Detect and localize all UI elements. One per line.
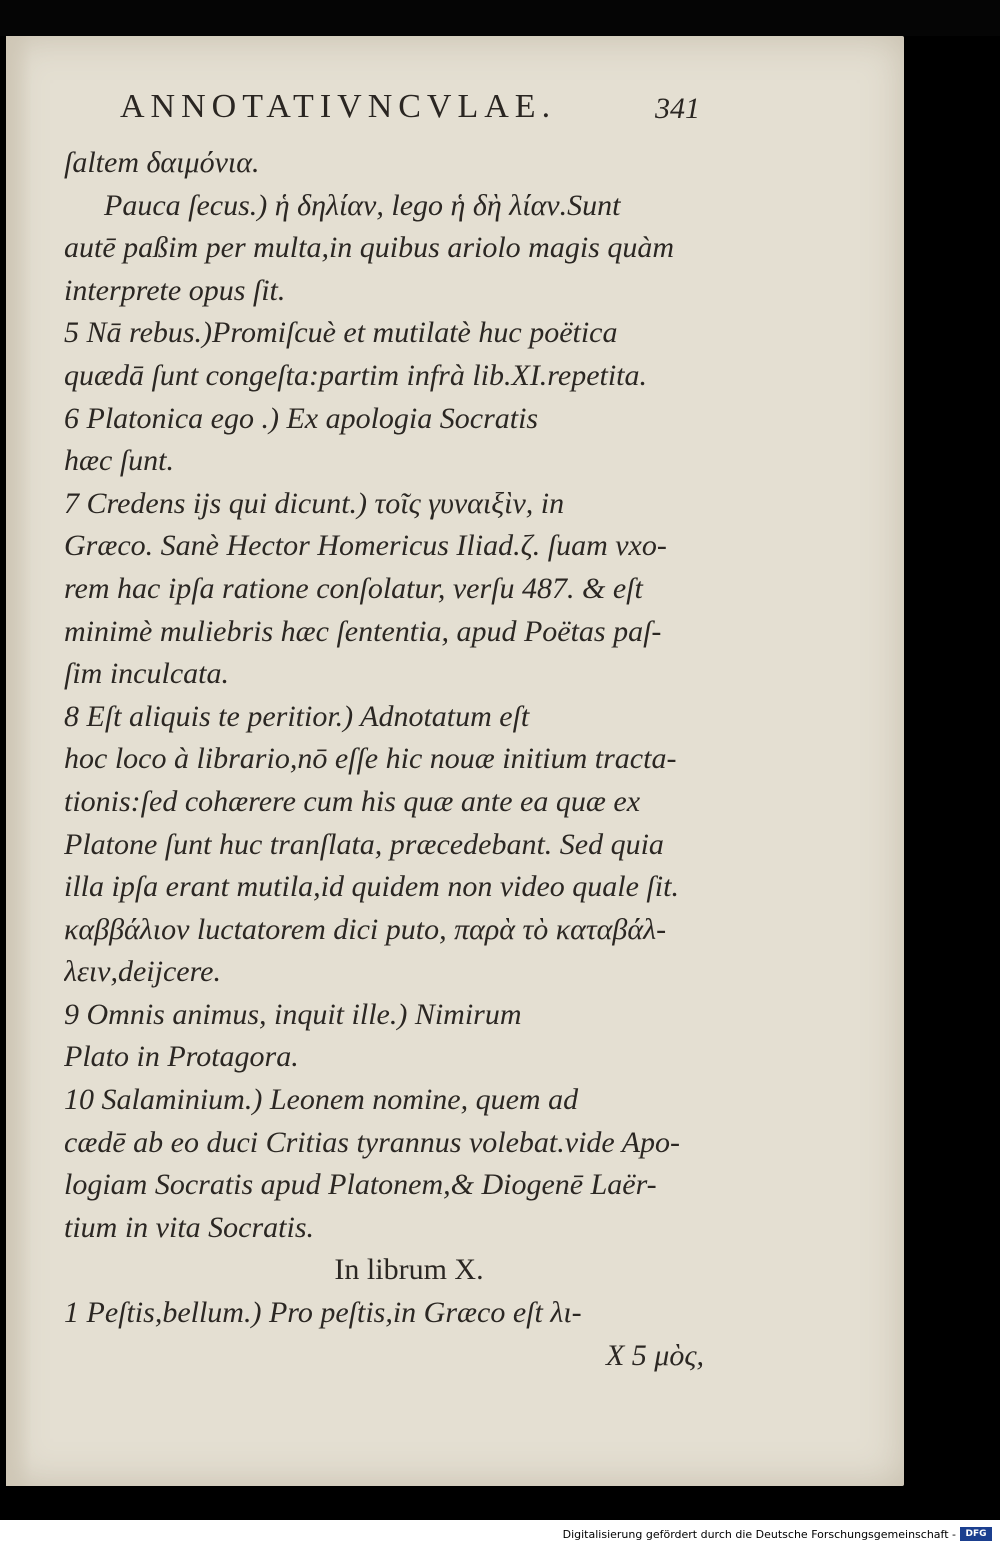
dfg-logo: DFG [960, 1527, 992, 1541]
text-line: 10 Salaminium.) Leonem nomine, quem ad [64, 1083, 579, 1117]
text-line: 7 Credens ijs qui dicunt.) τοῖς γυναιξὶν, in [64, 486, 565, 520]
scan-top-band [0, 0, 1000, 36]
text-line: Plato in Protagora. [64, 1040, 299, 1074]
text-line: illa ipſa erant mutila,id quidem non video quale ſit. [64, 870, 679, 904]
page-gutter-shadow [6, 36, 32, 1486]
section-heading: In librum X. [334, 1253, 484, 1287]
page-number: 341 [655, 92, 700, 125]
text-line: tium in vita Socratis. [64, 1210, 314, 1244]
text-line: logiam Socratis apud Platonem,& Diogenē Laër- [64, 1168, 657, 1202]
text-line: Pauca ſecus.) ἡ δηλίαν, lego ἡ δὴ λίαν.Sunt [104, 188, 621, 222]
text-line: 5 Nā rebus.)Promiſcuè et mutilatè huc poëtica [64, 316, 618, 350]
text-line: 6 Platonica ego .) Ex apologia Socratis [64, 401, 539, 435]
text-line: Platone ſunt huc tranſlata, præcedebant. Sed quia [64, 827, 664, 861]
text-line: quædā ſunt congeſta:partim infrà lib.XI.repetita. [64, 358, 648, 392]
text-line: καββάλιον luctatorem dici puto, παρὰ τὸ καταβάλ- [64, 912, 667, 946]
text-line: 9 Omnis animus, inquit ille.) Nimirum [64, 997, 522, 1031]
text-line: 1 Peſtis,bellum.) Pro peſtis,in Græco eſt λι- [64, 1296, 582, 1330]
digitization-credit: Digitalisierung gefördert durch die Deutsche Forschungsgemeinschaft - [562, 1528, 956, 1541]
running-title: ANNOTATIVNCVLAE. [120, 88, 557, 125]
text-line: hæc ſunt. [64, 444, 174, 478]
text-line: rem hac ipſa ratione conſolatur, verſu 487. & eſt [64, 571, 643, 605]
text-line: ſim inculcata. [64, 657, 229, 691]
signature-catchword-line: X 5 μὸς, [605, 1338, 704, 1372]
text-line: interprete opus ſit. [64, 273, 286, 307]
text-line: hoc loco à librario,nō eſſe hic nouæ initium tracta- [64, 742, 677, 776]
text-line: minimè muliebris hæc ſententia, apud Poëtas paſ- [64, 614, 662, 648]
text-line: 8 Eſt aliquis te peritior.) Adnotatum eſt [64, 699, 530, 733]
text-line: autē paßim per multa,in quibus ariolo magis quàm [64, 231, 675, 265]
text-line: tionis:ſed cohærere cum his quæ ante ea quæ ex [64, 784, 641, 818]
text-line: Græco. Sanè Hector Homericus Iliad.ζ. ſuam vxo- [64, 529, 667, 563]
page-body-text [64, 142, 714, 1377]
page-header [120, 88, 710, 138]
text-line: ſaltem δαιμόνια. [64, 146, 260, 179]
text-line: cædē ab eo duci Critias tyrannus volebat.vide Apo- [64, 1125, 681, 1159]
text-line: λειν,deijcere. [64, 955, 221, 989]
